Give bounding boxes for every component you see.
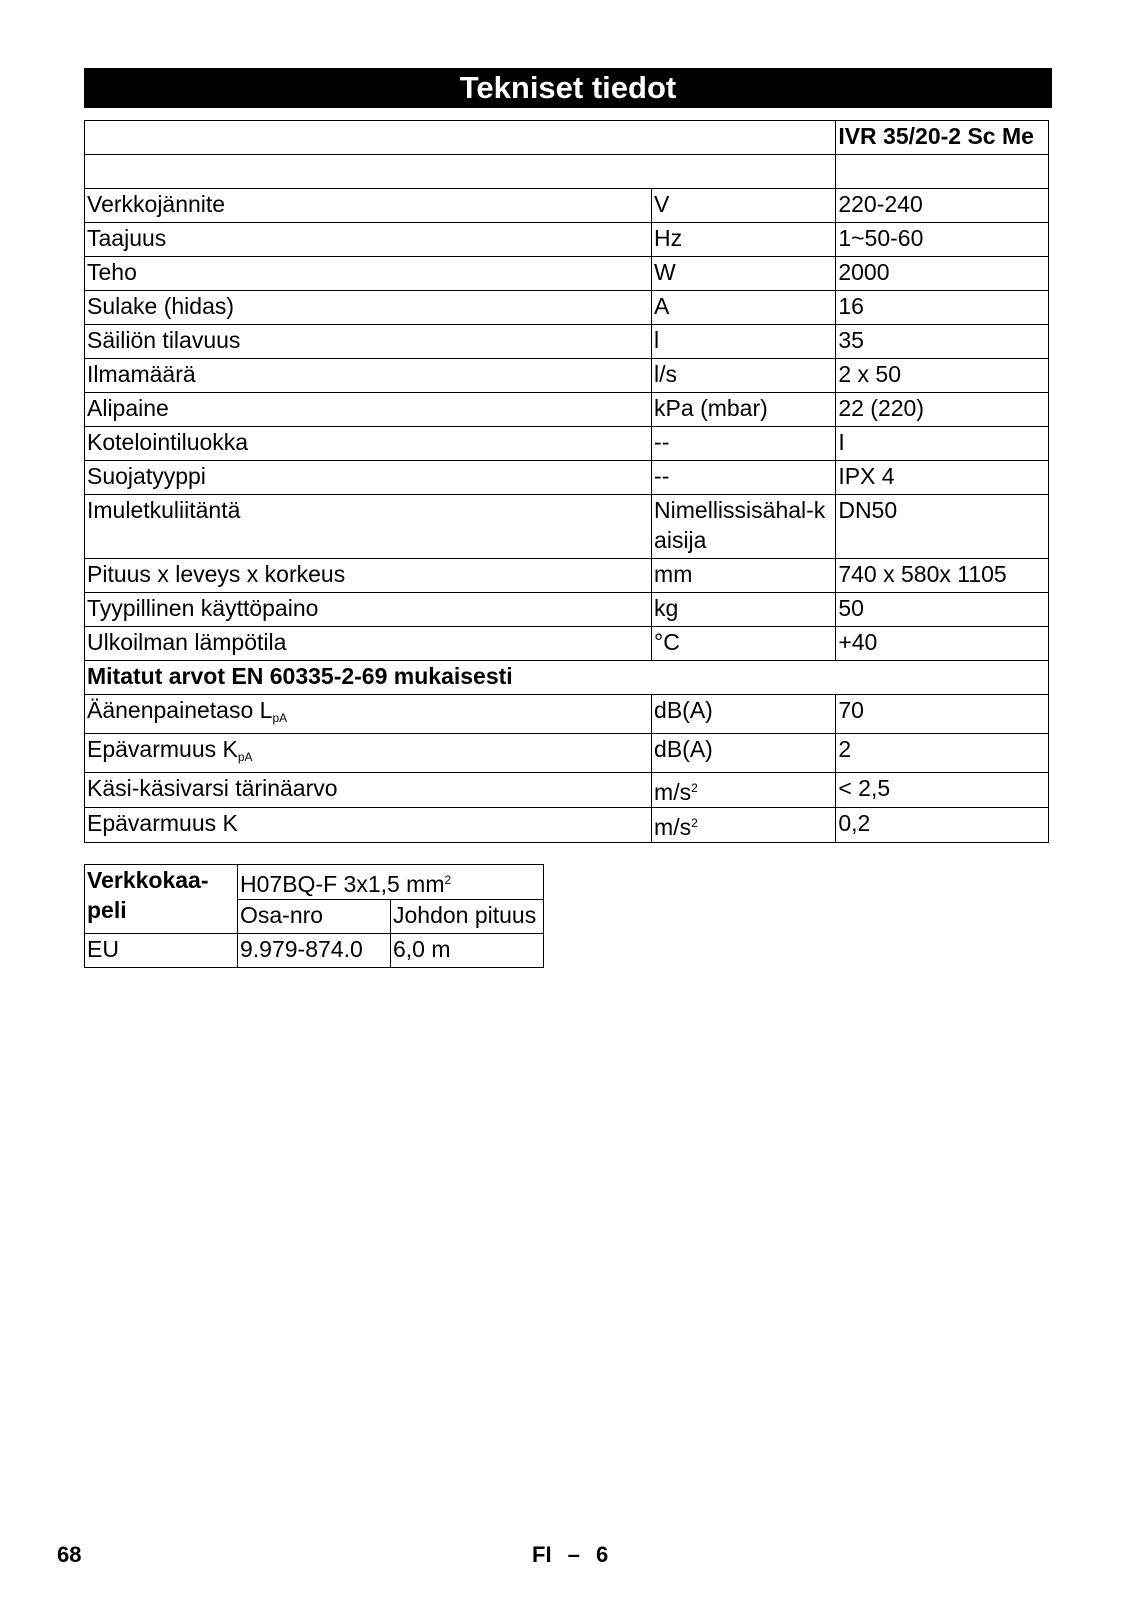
measured-unit-text: dB(A) [654, 697, 713, 723]
spec-value: DN50 [836, 495, 1049, 559]
empty-cell [85, 155, 836, 189]
measured-unit [652, 773, 836, 808]
measured-label-sub: pA [237, 750, 253, 764]
spec-unit: Nimellissisähal-kaisija [652, 495, 836, 559]
cable-table [84, 864, 544, 968]
measured-unit-text: m/s [654, 779, 692, 805]
spec-unit: -- [652, 427, 836, 461]
measured-unit-sup: 2 [691, 816, 698, 830]
cable-region: EU [85, 934, 238, 968]
measured-value: 0,2 [836, 808, 1049, 843]
spec-label: Pituus x leveys x korkeus [85, 559, 652, 593]
measured-row [85, 773, 1049, 808]
spec-label: Ulkoilman lämpötila [85, 627, 652, 661]
spec-value: 2000 [836, 257, 1049, 291]
spec-rows [85, 189, 1049, 661]
spec-unit: W [652, 257, 836, 291]
page-number: 68 [57, 1542, 82, 1567]
spec-unit: kg [652, 593, 836, 627]
spec-label: Verkkojännite [85, 189, 652, 223]
model-name: IVR 35/20-2 Sc Me [836, 121, 1049, 155]
spec-unit: °C [652, 627, 836, 661]
measured-row [85, 734, 1049, 773]
spec-value: 50 [836, 593, 1049, 627]
measured-label [85, 808, 652, 843]
spec-label: Suojatyyppi [85, 461, 652, 495]
spec-value: 2 x 50 [836, 359, 1049, 393]
spec-label: Imuletkuliitäntä [85, 495, 652, 559]
spec-row [85, 495, 1049, 559]
cable-heading: Verkkokaa-peli [85, 865, 238, 934]
page-title: Tekniset tiedot [84, 68, 1052, 108]
measured-label [85, 773, 652, 808]
measured-value: 70 [836, 695, 1049, 734]
spec-row [85, 257, 1049, 291]
model-header-row [85, 121, 1049, 155]
spec-value: 16 [836, 291, 1049, 325]
measured-unit [652, 695, 836, 734]
spec-value: IPX 4 [836, 461, 1049, 495]
spec-row [85, 325, 1049, 359]
spec-value: 1~50-60 [836, 223, 1049, 257]
language-page-label: FI – 6 [532, 1542, 609, 1567]
measured-unit-sup: 2 [691, 781, 698, 795]
spec-label: Kotelointiluokka [85, 427, 652, 461]
cable-length: 6,0 m [391, 934, 544, 968]
spec-unit: V [652, 189, 836, 223]
measured-unit [652, 808, 836, 843]
spec-unit: l [652, 325, 836, 359]
spec-row [85, 627, 1049, 661]
spec-label: Ilmamäärä [85, 359, 652, 393]
spec-label: Taajuus [85, 223, 652, 257]
spec-row [85, 393, 1049, 427]
empty-cell [85, 121, 836, 155]
cable-row-1 [85, 865, 544, 900]
measured-rows [85, 695, 1049, 843]
spec-value: +40 [836, 627, 1049, 661]
spec-table [84, 120, 1049, 843]
spec-unit: kPa (mbar) [652, 393, 836, 427]
measured-unit-text: m/s [654, 814, 692, 840]
spec-row [85, 559, 1049, 593]
measured-label-text: Äänenpainetaso L [87, 697, 273, 723]
measured-unit [652, 734, 836, 773]
spec-unit: Hz [652, 223, 836, 257]
measured-row [85, 695, 1049, 734]
measured-value: < 2,5 [836, 773, 1049, 808]
measured-label [85, 734, 652, 773]
measured-heading: Mitatut arvot EN 60335-2-69 mukaisesti [85, 661, 1049, 695]
spec-unit: mm [652, 559, 836, 593]
cable-col-length: Johdon pituus [391, 900, 544, 934]
measured-label-text: Epävarmuus K [87, 736, 238, 762]
measured-label-sub: pA [272, 711, 288, 725]
spec-value: 35 [836, 325, 1049, 359]
spec-row [85, 593, 1049, 627]
measured-heading-row [85, 661, 1049, 695]
spec-value: 22 (220) [836, 393, 1049, 427]
spec-label: Sulake (hidas) [85, 291, 652, 325]
measured-unit-text: dB(A) [654, 736, 713, 762]
spec-unit: -- [652, 461, 836, 495]
spec-label: Tyypillinen käyttöpaino [85, 593, 652, 627]
cable-row-3 [85, 934, 544, 968]
cable-spec [238, 865, 544, 900]
spec-row [85, 223, 1049, 257]
cable-col-part: Osa-nro [238, 900, 391, 934]
spec-value: 220-240 [836, 189, 1049, 223]
measured-label-text: Epävarmuus K [87, 810, 238, 836]
empty-cell [836, 155, 1049, 189]
spec-row [85, 461, 1049, 495]
spec-value: I [836, 427, 1049, 461]
spec-row [85, 427, 1049, 461]
spacer-row [85, 155, 1049, 189]
measured-row [85, 808, 1049, 843]
spec-label: Teho [85, 257, 652, 291]
spec-label: Säiliön tilavuus [85, 325, 652, 359]
measured-label-text: Käsi-käsivarsi tärinäarvo [87, 775, 338, 801]
spec-label: Alipaine [85, 393, 652, 427]
spec-unit: A [652, 291, 836, 325]
spec-row [85, 189, 1049, 223]
spec-unit: l/s [652, 359, 836, 393]
spec-row [85, 291, 1049, 325]
spec-value: 740 x 580x 1105 [836, 559, 1049, 593]
cable-spec-text: H07BQ-F 3x1,5 mm [240, 871, 445, 897]
measured-label [85, 695, 652, 734]
cable-part-no: 9.979-874.0 [238, 934, 391, 968]
measured-value: 2 [836, 734, 1049, 773]
spec-row [85, 359, 1049, 393]
cable-spec-sup: 2 [444, 873, 452, 887]
